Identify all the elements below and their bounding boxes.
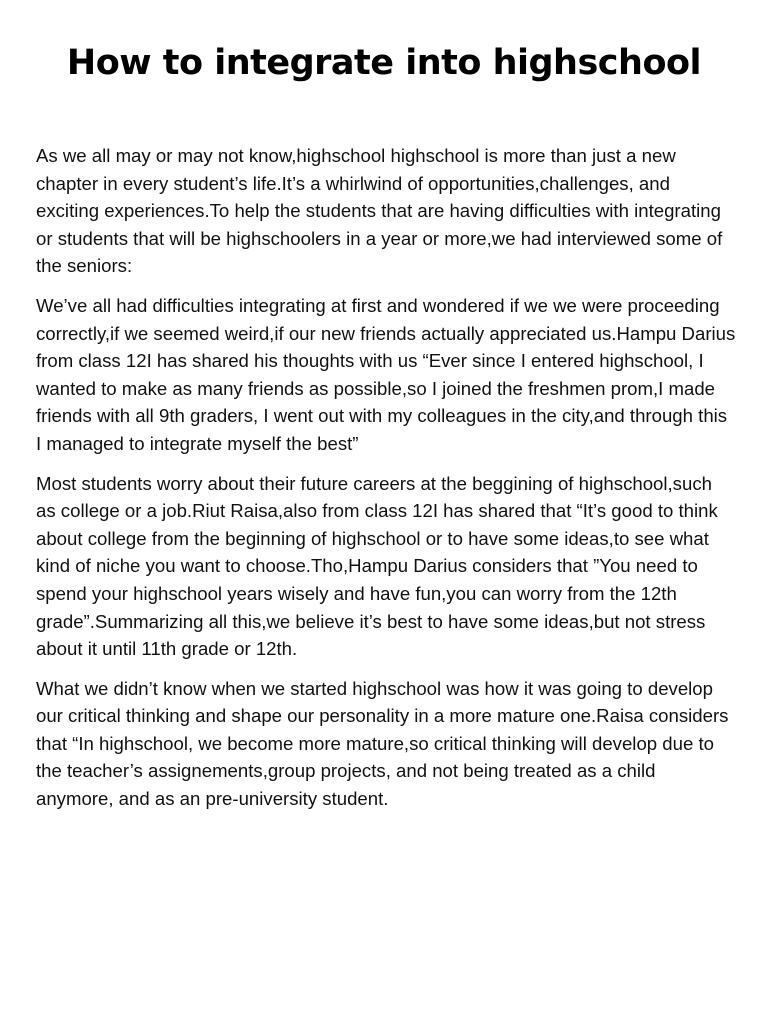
- document-body: [36, 142, 736, 825]
- paragraph-intro: As we all may or may not know,highschool highschool is more than just a new chapter in every student’s life.It’s a whirlwind of opportunities,challenges, and exciting experiences.To help the students that are having difficulties with integrating or students that will be highschoolers in a year or more,we had interviewed some of the seniors:: [36, 145, 723, 277]
- paragraph-critical-thinking: What we didn’t know when we started highschool was how it was going to develop our critical thinking and shape our personality in a more mature one.Raisa considers that “In highschool, we become more mature,so critical thinking will develop due to the teacher’s assignements,group projects, and not being treated as a child anymore, and as an pre-university student.: [36, 677, 729, 810]
- paragraph-integration: We’ve all had difficulties integrating at first and wondered if we we were proceeding correctly,if we seemed weird,if our new friends actually appreciated us.Hampu Darius from class 12I has shared his thoughts with us “Ever since I entered highschool, I wanted to make as many friends as possible,so I joined the freshmen prom,I made friends with all 9th graders, I went out with my colleagues in the city,and through this I managed to integrate myself the best”: [36, 294, 736, 454]
- paragraph-careers: Most students worry about their future careers at the beggining of highschool,such as college or a job.Riut Raisa,also from class 12I has shared that “It’s good to think about college from the beginning of highschool or to have some ideas,to see what kind of niche you want to choose.Tho,Hampu Darius considers that ”You need to spend your highschool years wisely and have fun,you can worry from the 12th grade”.Summarizing all this,we believe it’s best to have some ideas,but not stress about it until 11th grade or 12th.: [36, 472, 718, 660]
- document-title: How to integrate into highschool: [66, 43, 702, 83]
